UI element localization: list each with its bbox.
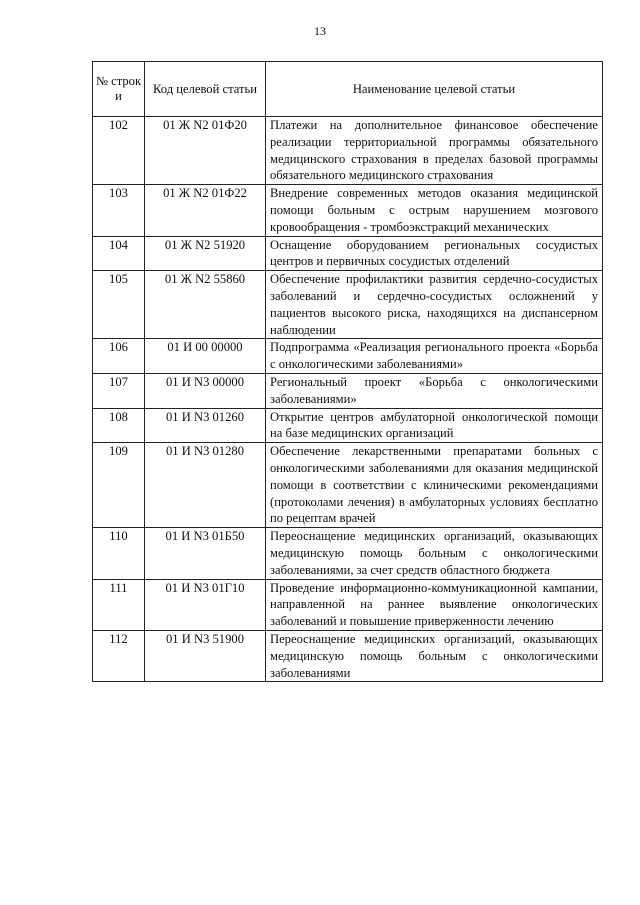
row-number: 107: [93, 373, 145, 408]
article-name: Подпрограмма «Реализация регионального проекта «Борьба с онкологическими заболеваниями»: [266, 339, 603, 374]
header-article-name: Наименование целевой статьи: [266, 62, 603, 117]
article-code: 01 И N3 01280: [145, 443, 266, 528]
row-number: 112: [93, 630, 145, 681]
table-header-row: [93, 62, 603, 117]
row-number: 110: [93, 528, 145, 579]
header-article-code: Код целевой статьи: [145, 62, 266, 117]
article-name: Платежи на дополнительное финансовое обеспечение реализации территориальной программы обязательного медицинского страхования в пределах базовой программы обязательного медицинского страхования: [266, 117, 603, 185]
header-row-number: № строк и: [93, 62, 145, 117]
article-name: Открытие центров амбулаторной онкологической помощи на базе медицинских организаций: [266, 408, 603, 443]
article-code: 01 И N3 00000: [145, 373, 266, 408]
table-row: [93, 117, 603, 185]
article-code: 01 И N3 01260: [145, 408, 266, 443]
table-row: [93, 236, 603, 271]
table-row: [93, 408, 603, 443]
table-row: [93, 579, 603, 630]
table-row: [93, 373, 603, 408]
article-code: 01 И 00 00000: [145, 339, 266, 374]
article-name: Внедрение современных методов оказания медицинской помощи больным с острым нарушением мозгового кровообращения - тромбоэкстракций механических: [266, 185, 603, 236]
article-code: 01 Ж N2 55860: [145, 271, 266, 339]
row-number: 102: [93, 117, 145, 185]
article-name: Обеспечение лекарственными препаратами больных с онкологическими заболеваниями для оказания медицинской помощи в соответствии с клиническими рекомендациями (протоколами лечения) в амбулаторных условиях бесплатно по рецептам врачей: [266, 443, 603, 528]
article-code: 01 И N3 01Б50: [145, 528, 266, 579]
article-name: Проведение информационно-коммуникационной кампании, направленной на раннее выявление онкологических заболеваний и повышение приверженности лечению: [266, 579, 603, 630]
target-articles-table: [92, 61, 603, 682]
table-row: [93, 443, 603, 528]
table-row: [93, 185, 603, 236]
row-number: 108: [93, 408, 145, 443]
article-code: 01 Ж N2 01Ф22: [145, 185, 266, 236]
article-code: 01 И N3 51900: [145, 630, 266, 681]
article-name: Обеспечение профилактики развития сердечно-сосудистых заболеваний и сердечно-сосудистых осложнений у пациентов высокого риска, находящихся на диспансерном наблюдении: [266, 271, 603, 339]
row-number: 111: [93, 579, 145, 630]
page-number: 13: [314, 24, 326, 38]
article-name: Переоснащение медицинских организаций, оказывающих медицинскую помощь больным с онкологическими заболеваниями: [266, 630, 603, 681]
article-code: 01 Ж N2 01Ф20: [145, 117, 266, 185]
row-number: 104: [93, 236, 145, 271]
row-number: 106: [93, 339, 145, 374]
table-row: [93, 271, 603, 339]
row-number: 105: [93, 271, 145, 339]
row-number: 103: [93, 185, 145, 236]
article-code: 01 Ж N2 51920: [145, 236, 266, 271]
table-row: [93, 528, 603, 579]
article-code: 01 И N3 01Г10: [145, 579, 266, 630]
article-name: Переоснащение медицинских организаций, оказывающих медицинскую помощь больным с онкологическими заболеваниями, за счет средств областного бюджета: [266, 528, 603, 579]
table-row: [93, 630, 603, 681]
article-name: Региональный проект «Борьба с онкологическими заболеваниями»: [266, 373, 603, 408]
article-name: Оснащение оборудованием региональных сосудистых центров и первичных сосудистых отделений: [266, 236, 603, 271]
row-number: 109: [93, 443, 145, 528]
table-row: [93, 339, 603, 374]
